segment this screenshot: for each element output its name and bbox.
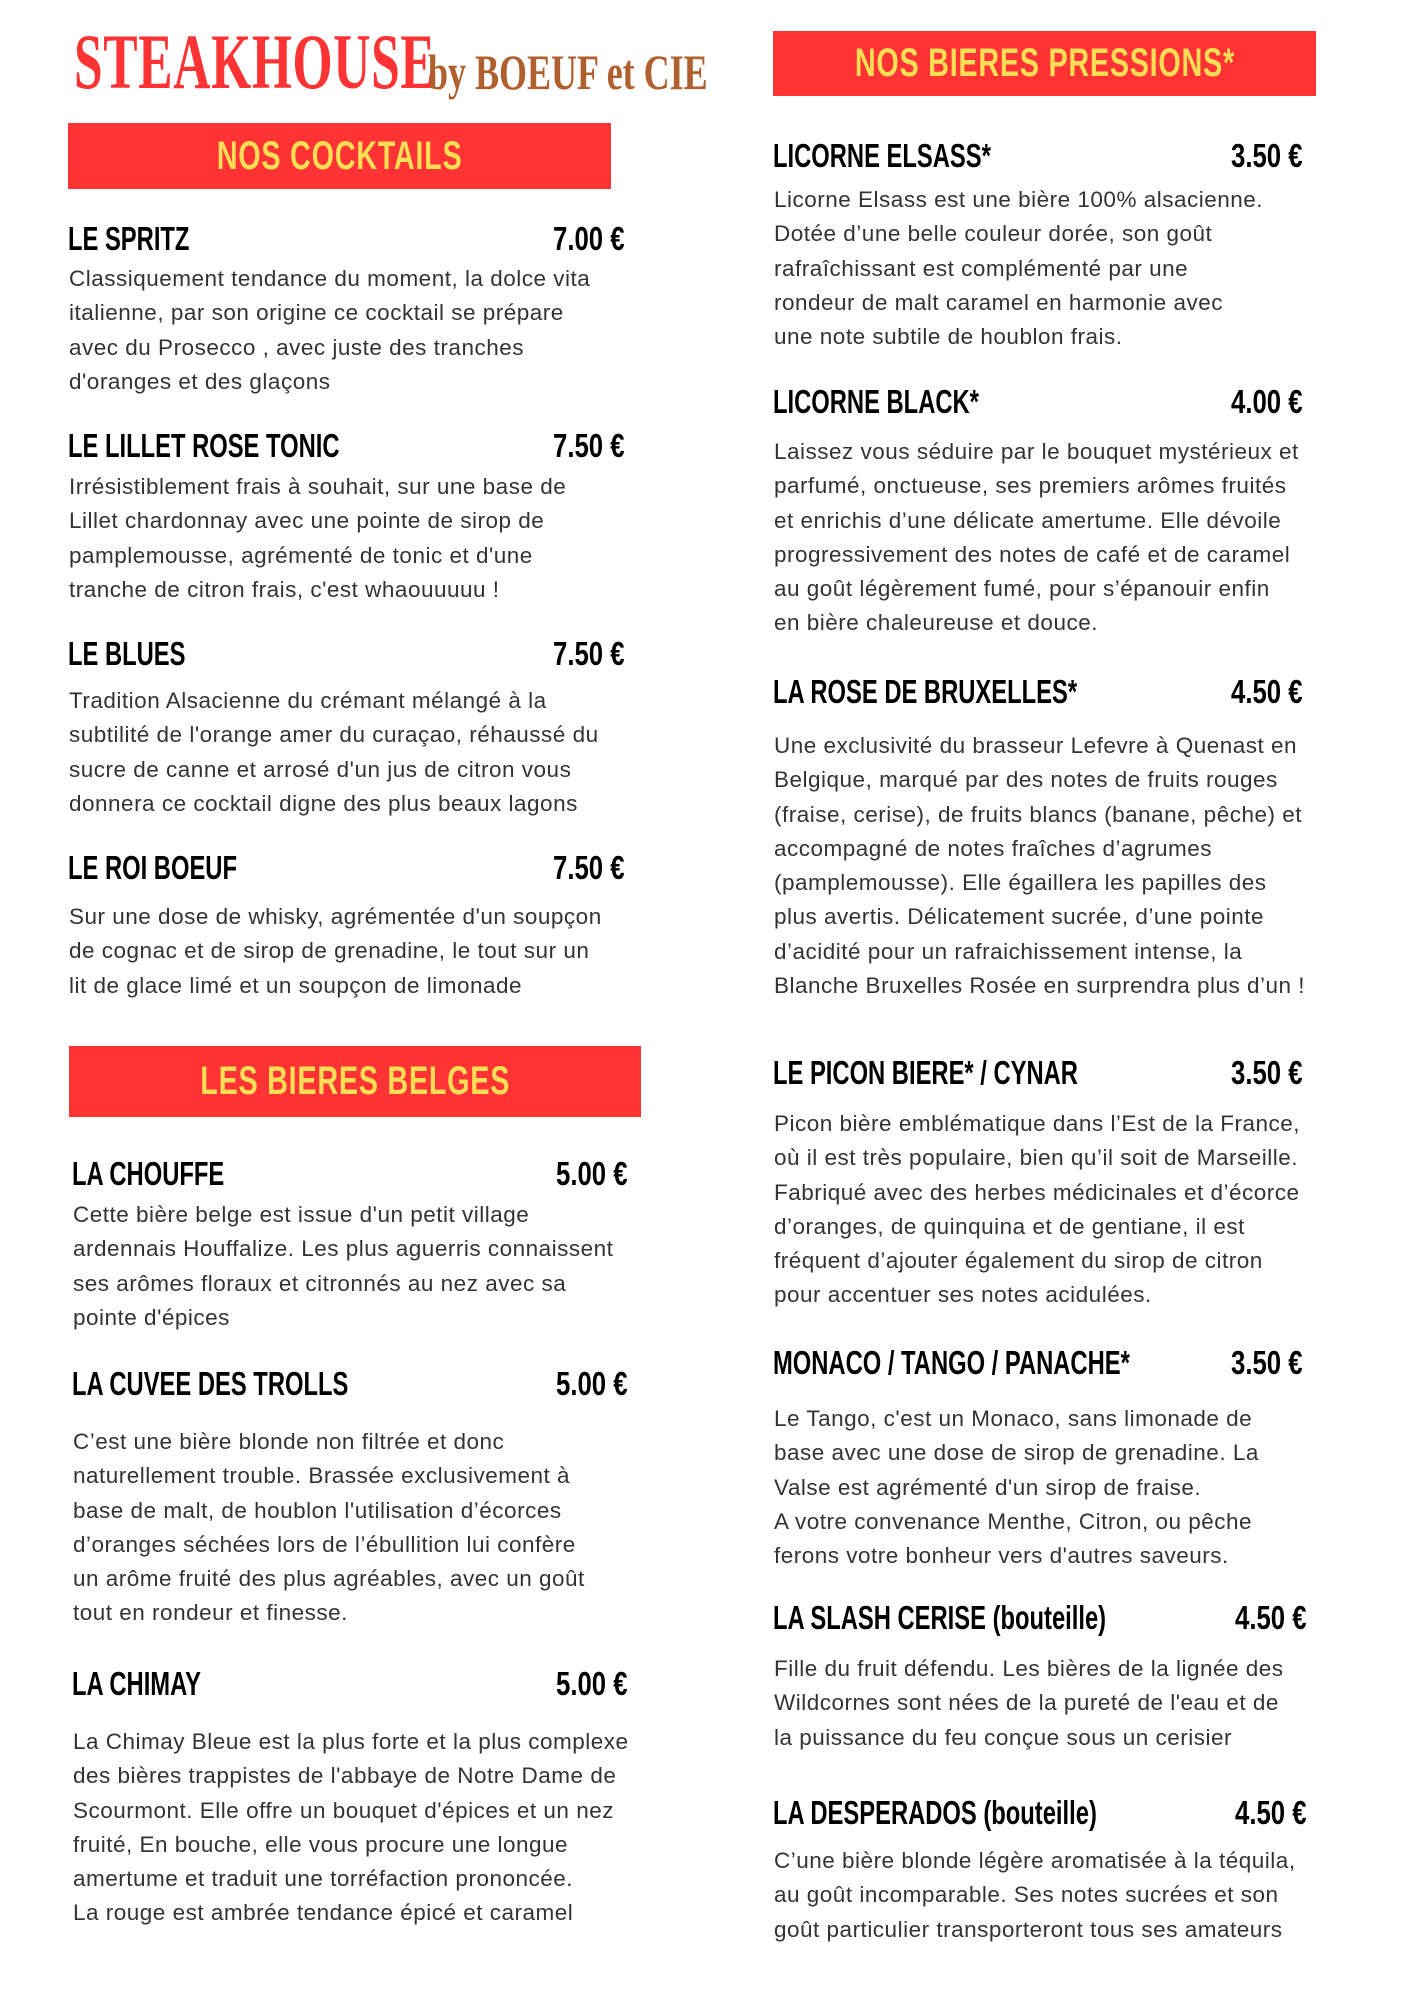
- description-line: Tradition Alsacienne du crémant mélangé à la: [69, 688, 547, 713]
- menu-item-price: 7.50 €: [553, 635, 625, 672]
- menu-item-description: [73, 1725, 629, 1931]
- menu-item-price: 5.00 €: [556, 1365, 628, 1402]
- description-line: Belgique, marqué par des notes de fruits rouges: [774, 767, 1278, 793]
- description-line: donnera ce cocktail digne des plus beaux lagons: [69, 790, 578, 816]
- description-line: (pamplemousse). Elle égaillera les papilles des: [774, 870, 1267, 896]
- description-line: plus avertis. Délicatement sucrée, d’une pointe: [774, 904, 1265, 930]
- section-title: LES BIERES BELGES: [200, 1059, 510, 1103]
- description-line: naturellement trouble. Brassée exclusivement à: [73, 1463, 570, 1489]
- menu-item-description: [69, 262, 590, 399]
- description-line: Irrésistiblement frais à souhait, sur une base de: [69, 474, 567, 499]
- menu-item-description: [73, 1198, 613, 1335]
- description-line: en bière chaleureuse et douce.: [774, 610, 1098, 636]
- description-line: italienne, par son origine ce cocktail se prépare: [69, 300, 564, 326]
- description-line: ardennais Houffalize. Les plus aguerris connaissent: [73, 1236, 614, 1262]
- description-line: Picon bière emblématique dans l’Est de la France,: [774, 1111, 1301, 1136]
- menu-item-price: 4.00 €: [1231, 383, 1303, 420]
- menu-item-name: LA CUVEE DES TROLLS: [72, 1365, 349, 1402]
- menu-item-description: [69, 684, 599, 821]
- description-line: base de malt, de houblon l'utilisation d’écorces: [73, 1497, 562, 1523]
- description-line: parfumé, onctueuse, ses premiers arômes fruités: [774, 473, 1287, 499]
- menu-item-name: LA DESPERADOS (bouteille): [773, 1794, 1097, 1831]
- description-line: Cette bière belge est issue d'un petit village: [73, 1202, 530, 1227]
- menu-item-description: [69, 900, 602, 1003]
- restaurant-title: STEAKHOUSE: [74, 18, 436, 105]
- description-line: ferons votre bonheur vers d'autres saveurs.: [774, 1543, 1229, 1569]
- menu-item-name: LICORNE BLACK*: [773, 383, 979, 420]
- section-banner-nos-bieres-pressions: [773, 31, 1316, 96]
- description-line: Blanche Bruxelles Rosée en surprendra plus d’un !: [774, 973, 1306, 999]
- menu-item-price: 3.50 €: [1231, 137, 1303, 174]
- menu-item-name: LE LILLET ROSE TONIC: [68, 427, 340, 464]
- menu-item-name: MONACO / TANGO / PANACHE*: [773, 1344, 1130, 1381]
- menu-item-description: [73, 1425, 585, 1631]
- description-line: pour accentuer ses notes acidulées.: [774, 1282, 1152, 1308]
- description-line: lit de glace limé et un soupçon de limonade: [69, 972, 523, 998]
- menu-item-price: 3.50 €: [1231, 1344, 1303, 1381]
- description-line: au goût incomparable. Ses notes sucrées et son: [774, 1882, 1279, 1908]
- description-line: d'oranges et des glaçons: [69, 368, 331, 394]
- menu-item-name: LA SLASH CERISE (bouteille): [773, 1599, 1107, 1636]
- menu-item-description: [69, 470, 566, 607]
- description-line: Fille du fruit défendu. Les bières de la lignée des: [774, 1656, 1284, 1681]
- description-line: progressivement des notes de café et de caramel: [774, 541, 1291, 567]
- description-line: Lillet chardonnay avec une pointe de sirop de: [69, 508, 545, 534]
- section-title: NOS BIERES PRESSIONS*: [854, 41, 1235, 85]
- menu-item-description: [774, 183, 1263, 354]
- description-line: d’oranges, de quinquina et de gentiane, il est: [774, 1213, 1245, 1239]
- menu-item-name: LE BLUES: [68, 635, 186, 672]
- menu-item-description: [774, 1652, 1284, 1755]
- description-line: Laissez vous séduire par le bouquet mystérieux et: [774, 439, 1299, 464]
- description-line: pointe d'épices: [73, 1304, 230, 1330]
- menu-item-name: LE PICON BIERE* / CYNAR: [773, 1054, 1078, 1091]
- description-line: Fabriqué avec des herbes médicinales et d’écorce: [774, 1179, 1300, 1205]
- description-line: Dotée d’une belle couleur dorée, son goût: [774, 221, 1213, 247]
- description-line: (fraise, cerise), de fruits blancs (banane, pêche) et: [774, 801, 1302, 827]
- description-line: C’une bière blonde légère aromatisée à la téquila,: [774, 1848, 1296, 1873]
- restaurant-subtitle: by BOEUF et CIE: [428, 44, 708, 100]
- description-line: des bières trappistes de l'abbaye de Notre Dame de: [73, 1763, 617, 1789]
- description-line: La Chimay Bleue est la plus forte et la plus complexe: [73, 1729, 629, 1754]
- menu-item-description: [774, 1107, 1300, 1313]
- section-banner-nos-cocktails: [68, 123, 611, 189]
- menu-item-description: [774, 1844, 1296, 1947]
- description-line: sucre de canne et arrosé d'un jus de citron vous: [69, 756, 572, 782]
- description-line: accompagné de notes fraîches d’agrumes: [774, 835, 1212, 861]
- menu-item-price: 4.50 €: [1235, 1599, 1307, 1636]
- description-line: La rouge est ambrée tendance épicé et caramel: [73, 1900, 574, 1926]
- menu-item-name: LA CHOUFFE: [72, 1155, 225, 1192]
- description-line: Sur une dose de whisky, agrémentée d'un soupçon: [69, 904, 602, 929]
- description-line: fréquent d’ajouter également du sirop de citron: [774, 1248, 1263, 1274]
- menu-item-name: LE ROI BOEUF: [68, 849, 237, 886]
- menu-item-name: LICORNE ELSASS*: [773, 137, 991, 174]
- description-line: tranche de citron frais, c'est whaouuuuu !: [69, 576, 500, 602]
- description-line: subtilité de l'orange amer du curaçao, réhaussé du: [69, 722, 599, 748]
- description-line: goût particulier transporteront tous ses amateurs: [774, 1916, 1283, 1942]
- description-line: Valse est agrémenté d'un sirop de fraise.: [774, 1474, 1202, 1500]
- description-line: Classiquement tendance du moment, la dolce vita: [69, 266, 591, 291]
- menu-item-name: LE SPRITZ: [68, 220, 190, 257]
- menu-item-price: 3.50 €: [1231, 1054, 1303, 1091]
- description-line: et enrichis d’une délicate amertume. Elle dévoile: [774, 507, 1282, 533]
- description-line: de cognac et de sirop de grenadine, le tout sur un: [69, 938, 590, 964]
- description-line: une note subtile de houblon frais.: [774, 324, 1123, 350]
- description-line: amertume et traduit une torréfaction prononcée.: [73, 1866, 574, 1892]
- description-line: Scourmont. Elle offre un bouquet d'épices et un nez: [73, 1797, 614, 1823]
- section-title: NOS COCKTAILS: [216, 133, 463, 178]
- description-line: C’est une bière blonde non filtrée et donc: [73, 1429, 505, 1454]
- description-line: la puissance du feu conçue sous un cerisier: [774, 1724, 1233, 1750]
- menu-item-description: [774, 435, 1299, 641]
- menu-item-price: 5.00 €: [556, 1665, 628, 1702]
- menu-item-name: LA CHIMAY: [72, 1665, 201, 1702]
- description-line: au goût légèrement fumé, pour s’épanouir enfin: [774, 576, 1270, 602]
- description-line: d’acidité pour un rafraichissement intense, la: [774, 938, 1243, 964]
- description-line: tout en rondeur et finesse.: [73, 1600, 348, 1626]
- description-line: ses arômes floraux et citronnés au nez avec sa: [73, 1270, 567, 1296]
- menu-item-description: [774, 729, 1305, 1003]
- description-line: base avec une dose de sirop de grenadine. La: [774, 1440, 1259, 1466]
- menu-item-price: 7.50 €: [553, 427, 625, 464]
- description-line: A votre convenance Menthe, Citron, ou pêche: [774, 1508, 1253, 1534]
- description-line: d’oranges séchées lors de l’ébullition lui confère: [73, 1531, 576, 1557]
- menu-item-price: 5.00 €: [556, 1155, 628, 1192]
- description-line: Wildcornes sont nées de la pureté de l'eau et de: [774, 1690, 1279, 1716]
- description-line: Le Tango, c'est un Monaco, sans limonade de: [774, 1406, 1253, 1431]
- section-banner-les-bieres-belges: [69, 1046, 641, 1117]
- description-line: rafraîchissant est complémenté par une: [774, 255, 1189, 281]
- menu-item-name: LA ROSE DE BRUXELLES*: [773, 673, 1078, 710]
- description-line: rondeur de malt caramel en harmonie avec: [774, 289, 1223, 315]
- description-line: où il est très populaire, bien qu’il soit de Marseille.: [774, 1145, 1299, 1171]
- description-line: Une exclusivité du brasseur Lefevre à Quenast en: [774, 733, 1298, 758]
- menu-item-price: 4.50 €: [1235, 1794, 1307, 1831]
- description-line: pamplemousse, agrémenté de tonic et d'une: [69, 542, 533, 568]
- menu-item-price: 4.50 €: [1231, 673, 1303, 710]
- menu-item-description: [774, 1402, 1259, 1573]
- description-line: un arôme fruité des plus agréables, avec un goût: [73, 1566, 585, 1592]
- description-line: Licorne Elsass est une bière 100% alsacienne.: [774, 187, 1264, 212]
- description-line: fruité, En bouche, elle vous procure une longue: [73, 1831, 569, 1857]
- menu-item-price: 7.00 €: [553, 220, 625, 257]
- menu-item-price: 7.50 €: [553, 849, 625, 886]
- description-line: avec du Prosecco , avec juste des tranches: [69, 334, 524, 360]
